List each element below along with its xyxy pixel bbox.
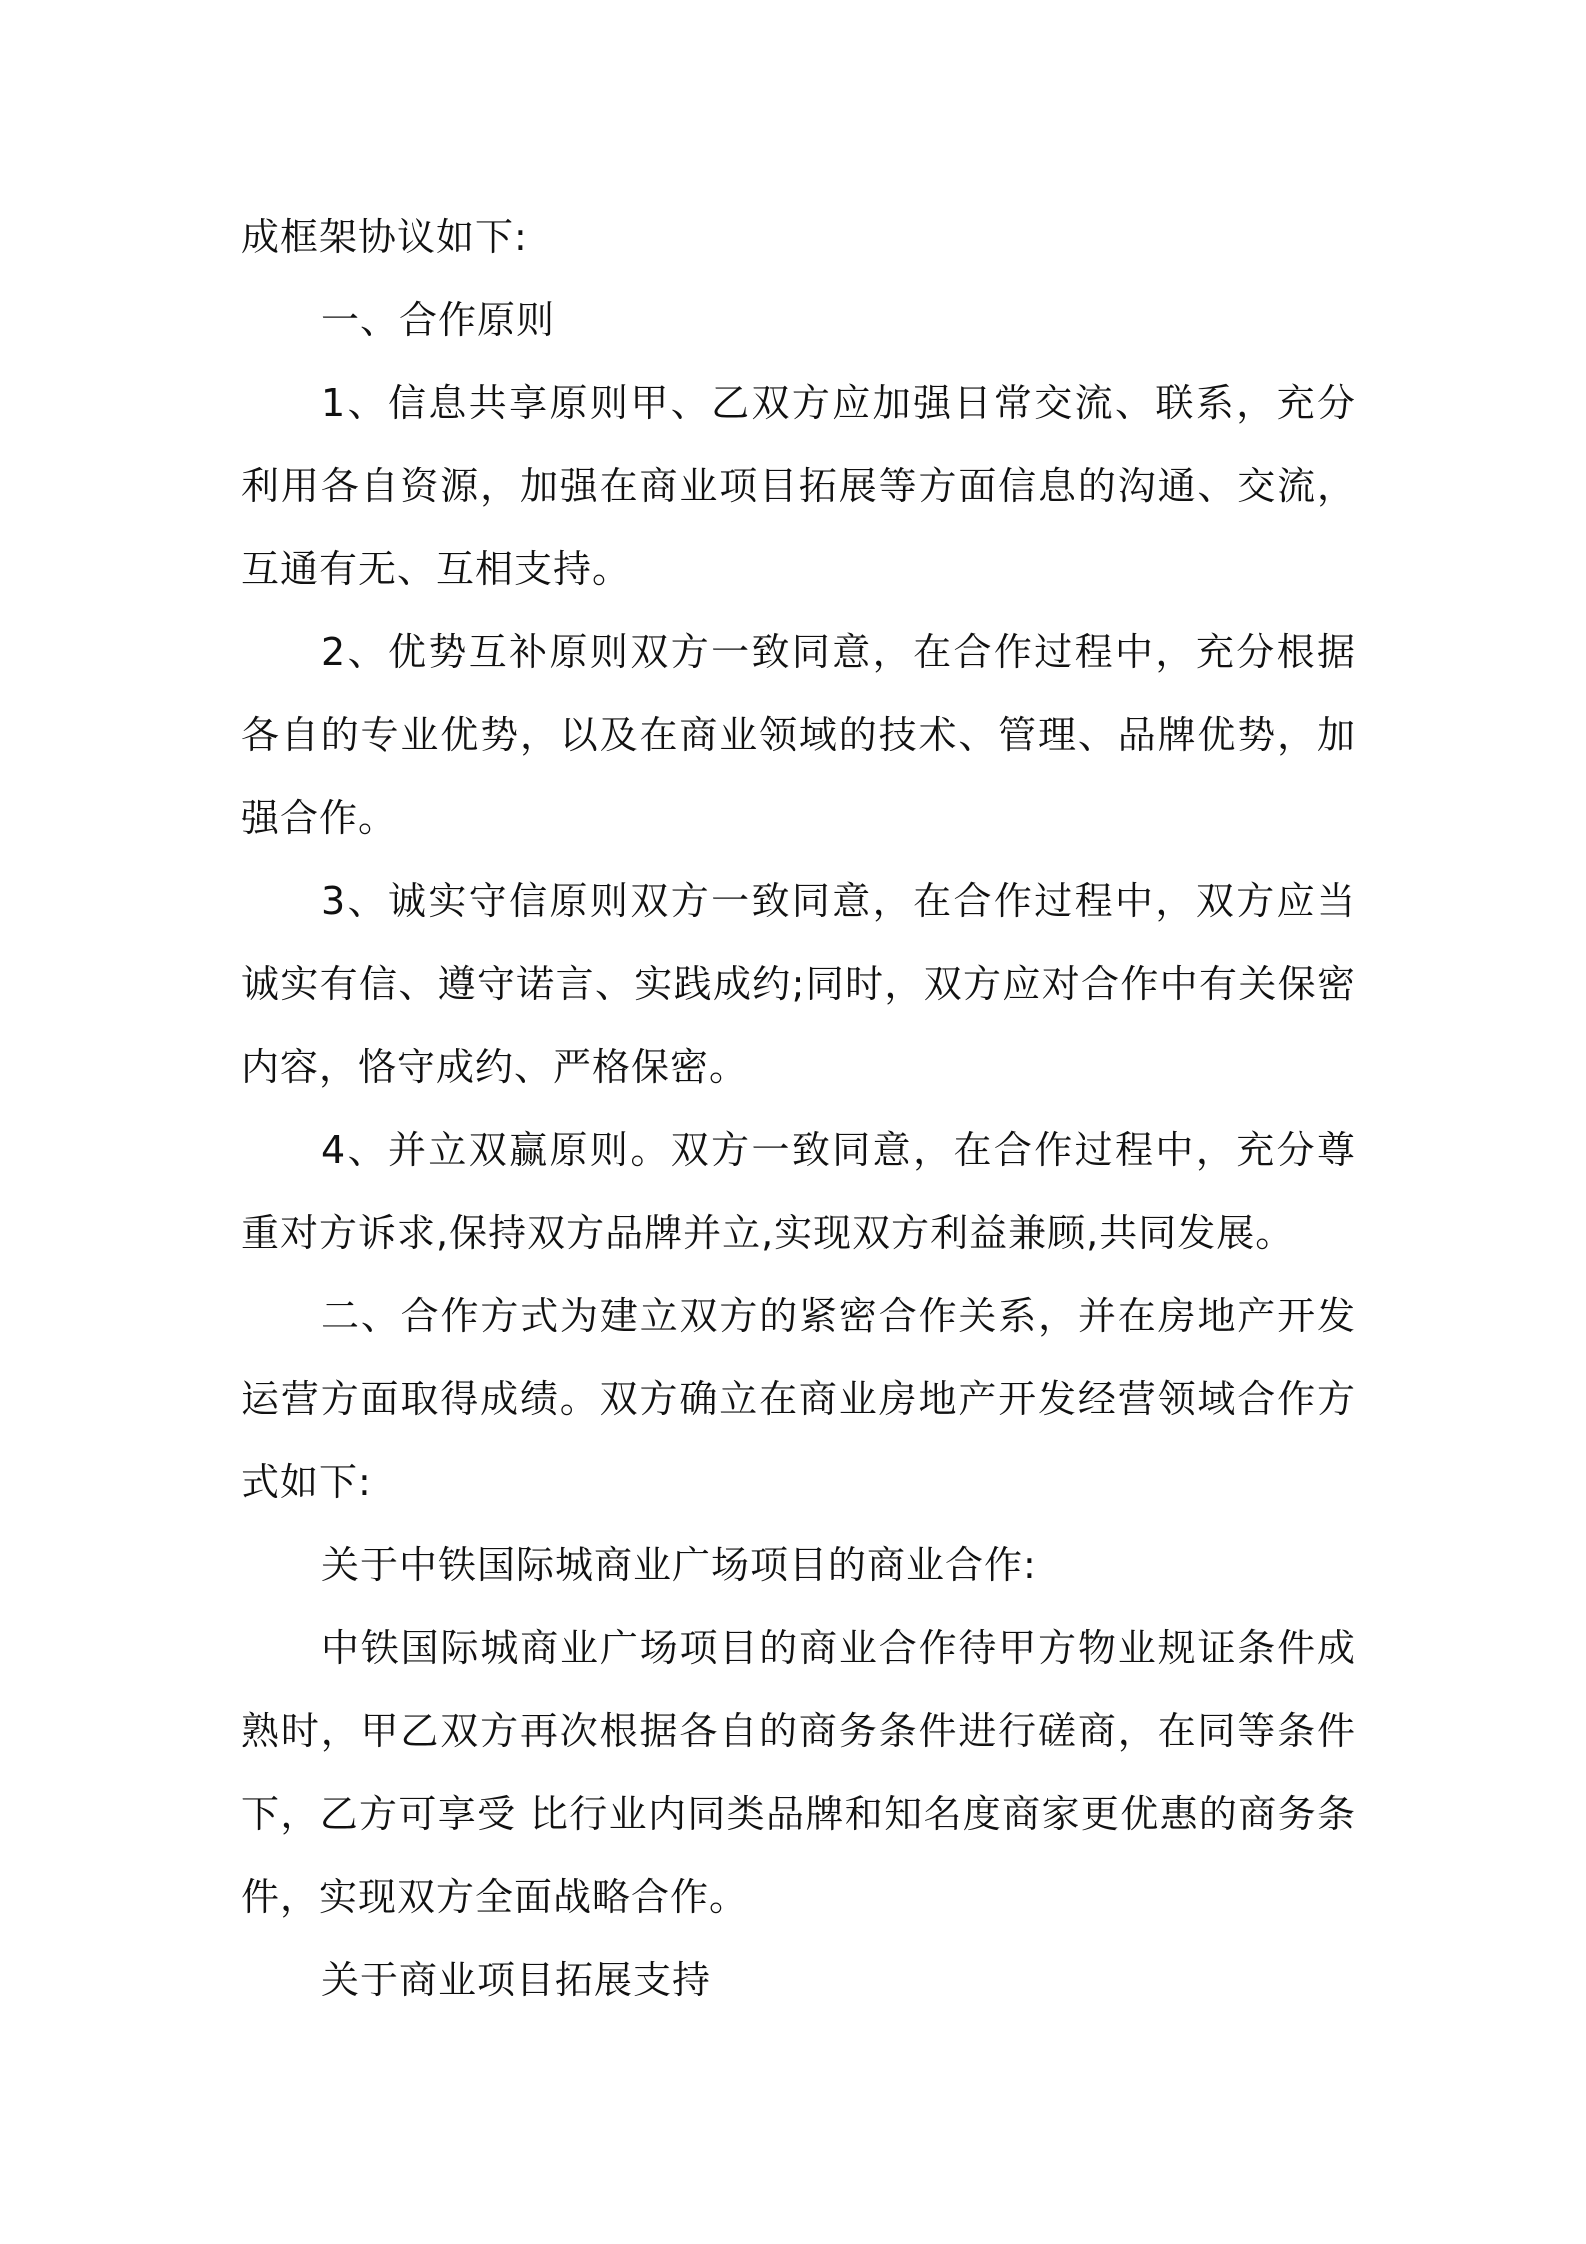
subheading-project-cooperation: 关于中铁国际城商业广场项目的商业合作: xyxy=(321,1543,1037,1587)
document-body xyxy=(241,196,1356,2022)
paragraph-principle-1: 1、信息共享原则甲、乙双方应加强日常交流、联系，充分利用各自资源，加强在商业项目拓展等方面信息的沟通、交流，互通有无、互相支持。 xyxy=(241,381,1356,591)
subheading-project-expansion-support: 关于商业项目拓展支持 xyxy=(321,1958,712,2002)
paragraph-cooperation-mode: 二、合作方式为建立双方的紧密合作关系，并在房地产开发运营方面取得成绩。双方确立在商业房地产开发经营领域合作方式如下: xyxy=(241,1294,1356,1504)
paragraph-project-cooperation: 中铁国际城商业广场项目的商业合作待甲方物业规证条件成熟时，甲乙双方再次根据各自的商务条件进行磋商，在同等条件下，乙方可享受 比行业内同类品牌和知名度商家更优惠的商务条件，实现双方全面战略合作。 xyxy=(241,1626,1356,1919)
heading-cooperation-principles: 一、合作原则 xyxy=(321,298,556,342)
paragraph-intro: 成框架协议如下: xyxy=(241,215,528,259)
paragraph-principle-3: 3、诚实守信原则双方一致同意，在合作过程中，双方应当诚实有信、遵守诺言、实践成约;同时，双方应对合作中有关保密内容，恪守成约、严格保密。 xyxy=(241,879,1356,1089)
paragraph-principle-4: 4、并立双赢原则。双方一致同意，在合作过程中，充分尊重对方诉求,保持双方品牌并立,实现双方利益兼顾,共同发展。 xyxy=(241,1128,1356,1255)
paragraph-principle-2: 2、优势互补原则双方一致同意，在合作过程中，充分根据各自的专业优势，以及在商业领域的技术、管理、品牌优势，加强合作。 xyxy=(241,630,1356,840)
